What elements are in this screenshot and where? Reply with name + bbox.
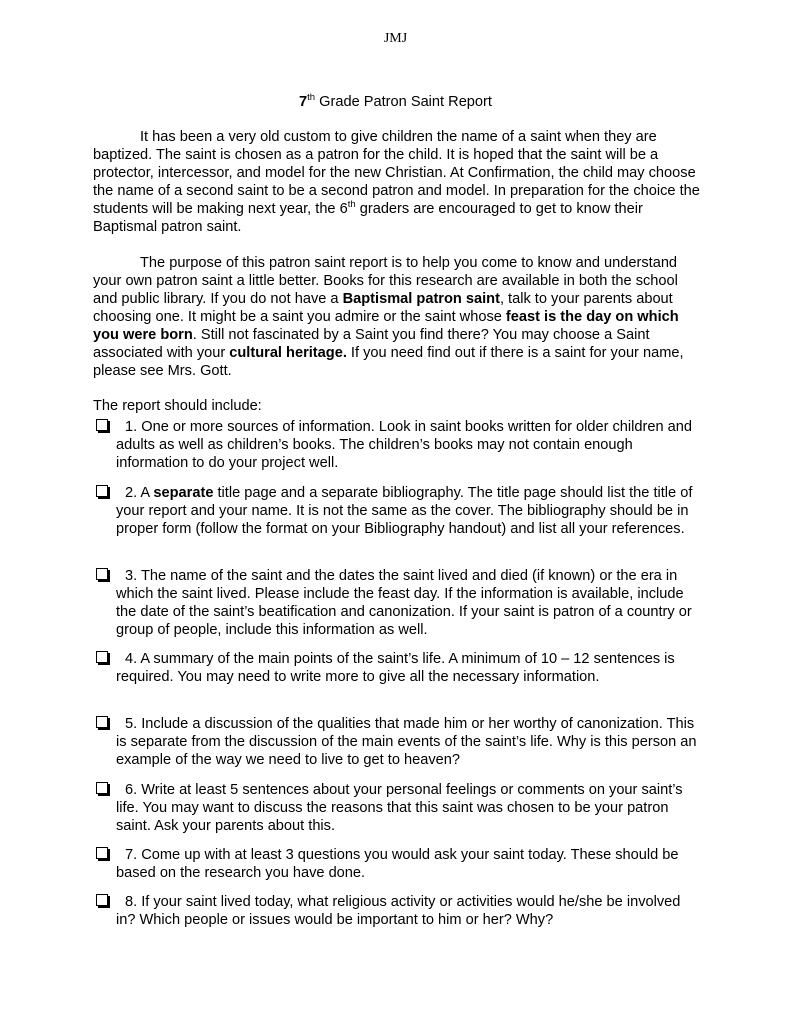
item-number: 8. [125,894,138,910]
purpose-text-b: , talk to your parents about choosing one. It might be a saint you admire or the saint whose [93,291,673,325]
purpose-text-c: . Still not fascinated by a Saint you find there? You may choose a Saint associated with your [93,327,650,361]
header-mark: JMJ [383,31,408,46]
intro-text-b: graders are encouraged to get to know their Baptismal patron saint. [93,201,643,235]
checkbox-icon[interactable] [96,782,108,794]
item-body-b: title page and a separate bibliography. The title page should list the title of your report and your name. It is not the same as the cover. The bibliography should be in proper form (follow the format on your Bibliography handout) and list all your references. [116,485,693,537]
checkbox-icon[interactable] [96,419,108,431]
checklist-item-3 [93,567,703,639]
purpose-bold-a: Baptismal patron saint [342,291,500,307]
title-ordinal-suffix: th [307,92,316,104]
checklist-item-text [116,893,701,929]
list-intro: The report should include: [93,398,262,414]
purpose-bold-b: feast is the day on which you were born [93,309,679,343]
checklist-item-text [116,715,701,769]
item-number: 4. [125,651,138,667]
checkbox-icon[interactable] [96,485,108,497]
checklist-item-1 [93,418,703,472]
purpose-bold-c: cultural heritage. [229,345,347,361]
checklist-item-7 [93,846,703,882]
checkbox-icon[interactable] [96,847,108,859]
item-body-bold: separate [153,485,214,501]
checklist-item-text [116,650,701,686]
item-number: 2. [125,485,138,501]
page-title [0,93,791,111]
item-body: One or more sources of information. Look in saint books written for older children and adults as well as children’s books. The children’s books may not contain enough information to do your project well. [116,419,693,471]
item-number: 7. [125,847,138,863]
item-body-a: A [137,485,154,501]
item-body: Come up with at least 3 questions you would ask your saint today. These should be based on the research you have done. [116,847,679,881]
checklist-item-text [116,846,701,882]
checklist-item-text [116,781,701,835]
checklist-item-8 [93,893,703,929]
intro-superscript: th [347,199,356,211]
item-body: A summary of the main points of the saint’s life. A minimum of 10 – 12 sentences is required. You may need to write more to give all the necessary information. [116,651,675,685]
item-number: 3. [125,568,138,584]
title-text: Grade Patron Saint Report [315,94,492,110]
checkbox-icon[interactable] [96,716,108,728]
checklist-item-text [116,484,701,538]
item-body: Write at least 5 sentences about your personal feelings or comments on your saint’s life. You may want to discuss the reasons that this saint was chosen to be your patron saint. Ask your parents about this. [116,782,683,834]
checklist-item-2 [93,484,703,538]
title-ordinal-number: 7 [299,94,308,110]
item-body: If your saint lived today, what religious activity or activities would he/she be involved in? Which people or issues would be important to him or her? Why? [116,894,681,928]
checklist-item-text [116,567,701,639]
checklist-item-4 [93,650,703,686]
checkbox-icon[interactable] [96,894,108,906]
item-number: 6. [125,782,138,798]
purpose-text-d: If you need find out if there is a saint for your name, please see Mrs. Gott. [93,345,684,379]
checkbox-icon[interactable] [96,568,108,580]
checkbox-icon[interactable] [96,651,108,663]
intro-paragraph [93,128,701,236]
purpose-paragraph [93,254,701,380]
item-number: 5. [125,716,138,732]
intro-text-a: It has been a very old custom to give children the name of a saint when they are baptized. The saint is chosen as a patron for the child. It is hoped that the saint will be a protector, intercessor, and model for the new Christian. At Confirmation, the child may choose the name of a second saint to be a second patron and model. In preparation for the choice the students will be making next year, the 6 [93,129,700,217]
item-body: The name of the saint and the dates the saint lived and died (if known) or the era in which the saint lived. Please include the feast day. If the information is available, include the date of the saint’s beatification and canonization. If your saint is patron of a country or group of people, include this information as well. [116,568,692,638]
checklist-item-5 [93,715,703,769]
checklist-item-6 [93,781,703,835]
purpose-text-a: The purpose of this patron saint report is to help you come to know and understand your own patron saint a little better. Books for this research are available in both the school and public library. If you do not have a [93,255,678,307]
item-body: Include a discussion of the qualities that made him or her worthy of canonization. This is separate from the discussion of the main events of the saint’s life. Why is this person an example of the way we need to live to get to heaven? [116,716,697,768]
item-number: 1. [125,419,138,435]
checklist-item-text [116,418,701,472]
